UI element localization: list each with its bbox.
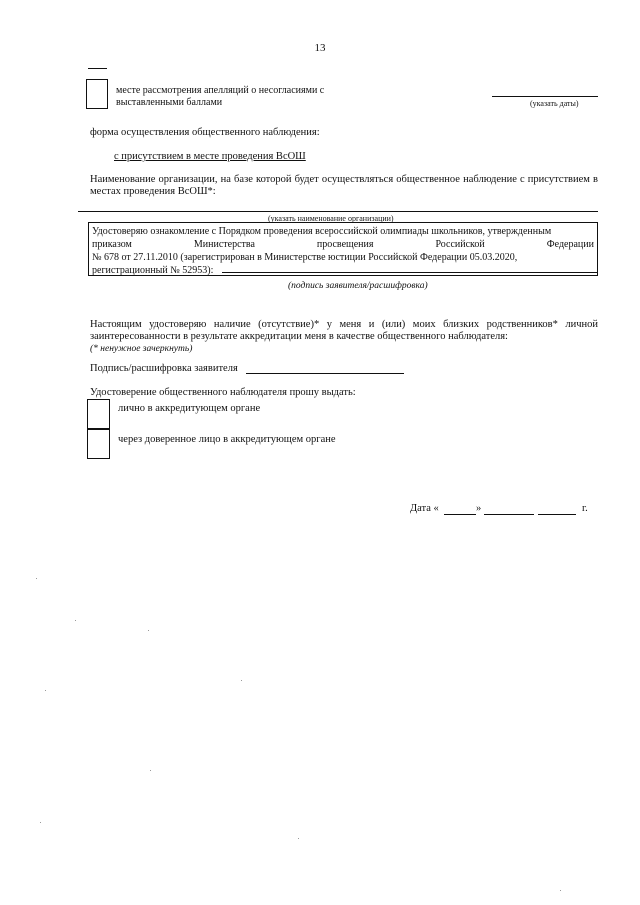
issue-personal-checkbox[interactable] xyxy=(87,399,110,429)
scan-speck xyxy=(40,822,41,823)
acknowledgement-box xyxy=(88,222,598,276)
interest-text: Настоящим удостоверяю наличие (отсутствие)* у меня и (или) моих близких родственников* личной заинтересованности в результате аккредитации меня в качестве общественного наблюдателя: xyxy=(90,319,598,342)
issue-heading: Удостоверение общественного наблюдателя прошу выдать: xyxy=(90,387,356,398)
date-close-quote: » xyxy=(476,503,482,514)
ack-line3: № 678 от 27.11.2010 (зарегистрирован в Министерстве юстиции Российской Федерации 05.03.2020, xyxy=(92,252,518,263)
ack-line1: Удостоверяю ознакомление с Порядком проведения всероссийской олимпиады школьников, утвержденным xyxy=(92,226,552,237)
issue-option-personal: лично в аккредитующем органе xyxy=(118,403,261,414)
scan-speck xyxy=(298,838,299,839)
ack-signature-rule xyxy=(222,272,598,273)
header-rule xyxy=(88,68,107,69)
org-rule xyxy=(78,211,598,212)
issue-proxy-checkbox[interactable] xyxy=(87,429,110,459)
ack-word: Федерации xyxy=(546,239,594,250)
org-caption: (указать наименование организации) xyxy=(268,214,394,223)
form-heading: форма осуществления общественного наблюдения: xyxy=(90,127,320,138)
ack-line4: регистрационный № 52953): xyxy=(92,265,214,276)
appeal-line2: выставленными баллами xyxy=(116,97,223,108)
interest-note: (* ненужное зачеркнуть) xyxy=(90,344,193,354)
date-label: Дата « xyxy=(410,503,439,514)
page-number: 13 xyxy=(314,42,326,54)
appeal-date-caption: (указать даты) xyxy=(530,99,579,108)
appeal-checkbox[interactable] xyxy=(86,79,108,109)
scan-speck xyxy=(75,620,76,621)
scan-speck xyxy=(150,770,151,771)
signature-label: Подпись/расшифровка заявителя xyxy=(90,363,238,374)
scan-speck xyxy=(241,680,242,681)
issue-option-proxy: через доверенное лицо в аккредитующем органе xyxy=(118,434,336,445)
scan-speck xyxy=(36,578,37,579)
ack-word: приказом xyxy=(92,239,132,250)
ack-word: просвещения xyxy=(316,239,374,250)
org-text: Наименование организации, на базе которой будет осуществляться общественное наблюдение с присутствием в местах проведения ВсОШ*: xyxy=(90,174,598,197)
signature-field[interactable] xyxy=(246,373,404,374)
date-day-field[interactable] xyxy=(444,514,476,515)
ack-word: Министерства xyxy=(193,239,255,250)
form-value: с присутствием в месте проведения ВсОШ xyxy=(114,151,306,162)
scan-speck xyxy=(45,690,46,691)
date-year-field[interactable] xyxy=(538,514,576,515)
appeal-line1: месте рассмотрения апелляций о несогласиями с xyxy=(116,85,325,96)
appeal-date-rule xyxy=(492,96,598,97)
scan-speck xyxy=(148,630,149,631)
date-month-field[interactable] xyxy=(484,514,534,515)
ack-caption: (подпись заявителя/расшифровка) xyxy=(288,281,428,291)
ack-word: Российской xyxy=(435,239,485,250)
date-line xyxy=(410,502,600,518)
date-year-suffix: г. xyxy=(582,503,588,514)
ack-line2 xyxy=(89,238,597,251)
scan-speck xyxy=(560,890,561,891)
